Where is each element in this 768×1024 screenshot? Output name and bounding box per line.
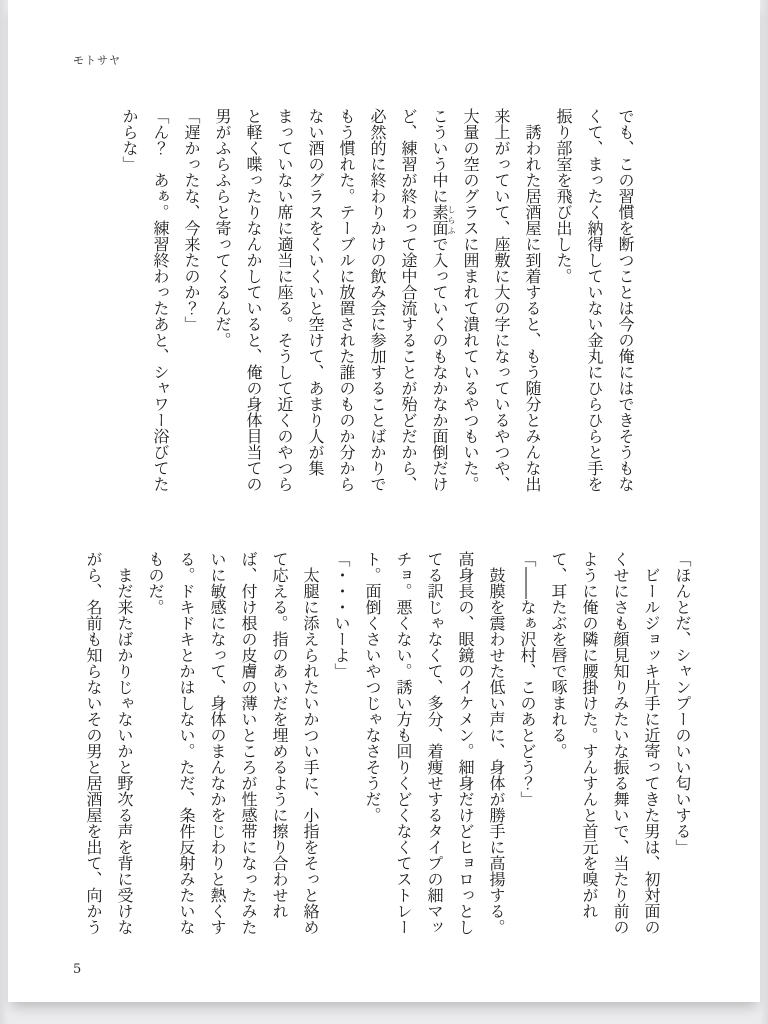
- furigana-ruby: 素面しらふ: [430, 204, 456, 236]
- page-number: 5: [73, 962, 82, 977]
- paragraph: 「ほんとだ、シャンプーのいい匂いする」: [673, 551, 692, 855]
- paragraph: ビールジョッキ片手に近寄ってきた男は、初対面のくせにさも顔見知りみたいな振る舞いで、当たり前のように俺の隣に腰掛けた。すんすんと首元を嗅がれて、耳たぶを唇で啄まれる。: [549, 551, 661, 935]
- paragraph: 誘われた居酒屋に到着すると、もう随分とみんな出来上がっていて、座敷に大の字になっているやつや、大量の空のグラスに囲まれて潰れているやつもいた。こういう中に素面しらふで入っていくのもなかなか面倒だけど、練習が終わって途中合流することが殆どだから、必然的に終わりかけの飲み会に参加することばかりでもう慣れた。テーブルに放置された誰のものか分からない酒のグラスをくいくいと空けて、あまり人が集まっていない席に適当に座る。そうして近くのやつらと軽く喋ったりなんかしていると、俺の身体目当ての男がふらふらと寄ってくるんだ。: [213, 108, 542, 492]
- page-header-title: モトサヤ: [73, 54, 121, 67]
- document-page: [8, 0, 760, 1002]
- text-block-bottom: [78, 551, 698, 941]
- paragraph: 「――なぁ沢村、このあとどう？」: [518, 551, 537, 807]
- paragraph: 太腿に添えられたいかつい手に、小指をそっと絡めて応える。指のあいだを埋めるように擦り合わせれば、付け根の皮膚の薄いところが性感帯になったみたいに敏感になって、身体のまんなかをじわりと熱くする。ドキドキとかはしない。ただ、条件反射みたいなものだ。: [146, 551, 320, 935]
- paragraph: 鼓膜を震わせた低い声に、身体が勝手に高揚する。高身長の、眼鏡のイケメン。細身だけどヒョロっとしてる訳じゃなくて、多分、着痩せするタイプの細マッチョ。悪くない。誘い方も回りくどくなくてストレート。面倒くさいやつじゃなさそうだ。: [363, 551, 506, 935]
- paragraph: 「・・・いーよ」: [332, 551, 351, 679]
- paragraph: でも、この習慣を断つことは今の俺にはできそうもなくて、まったく納得していない金丸にひらひらと手を振り部室を飛び出した。: [554, 108, 635, 492]
- paragraph: まだ来たばかりじゃないかと野次る声を背に受けながら、名前も知らないその男と居酒屋を出て、向かう: [84, 551, 134, 935]
- text-block-top: [114, 108, 641, 494]
- paragraph: 「ん？ あぁ。練習終わったあと、シャワー浴びてたからな」: [120, 108, 170, 492]
- paragraph: 「遅かったな、今来たのか？」: [182, 108, 201, 332]
